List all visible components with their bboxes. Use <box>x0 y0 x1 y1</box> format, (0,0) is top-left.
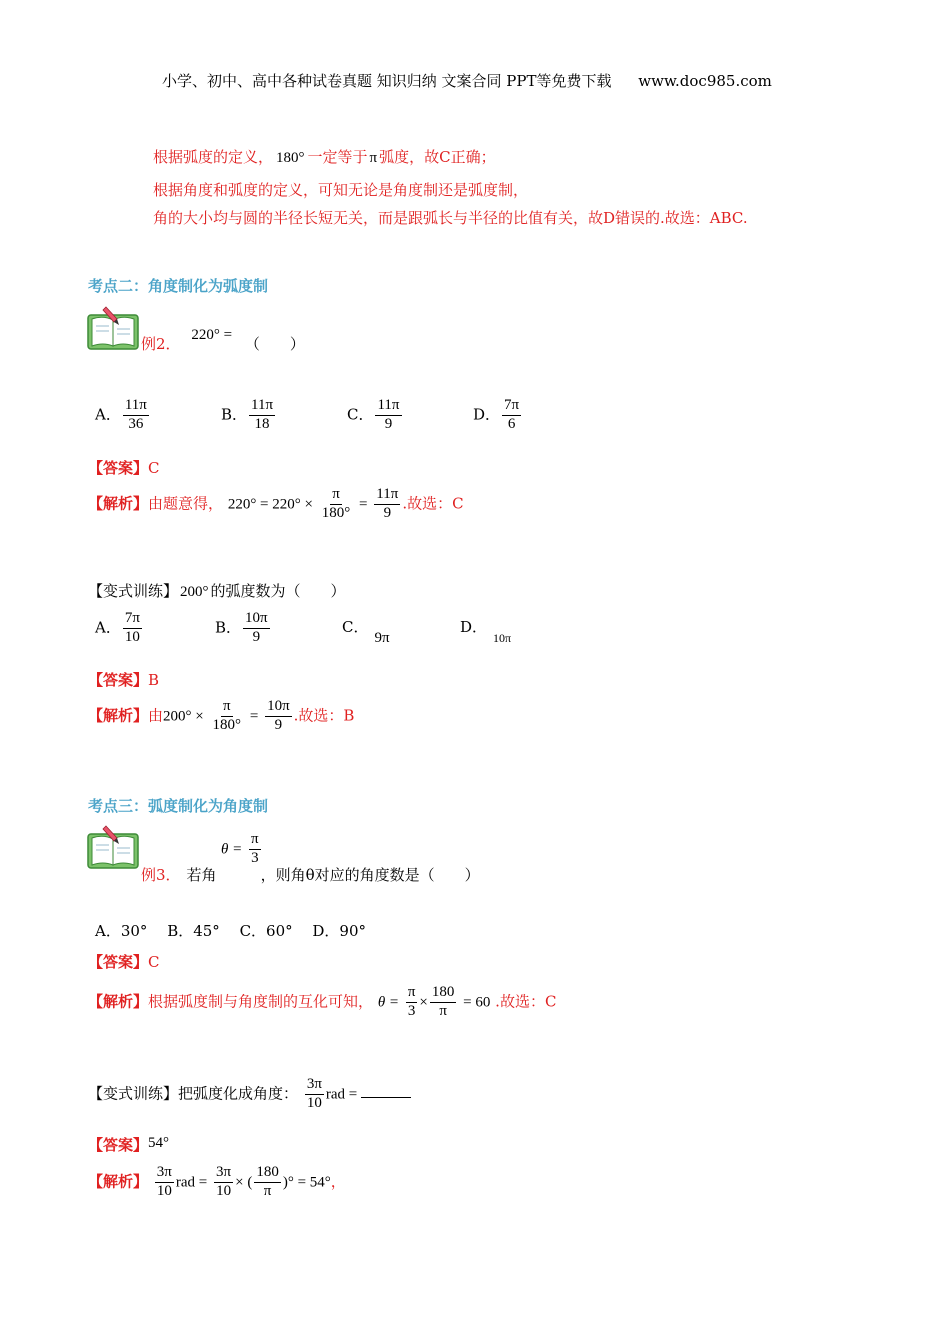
option-b[interactable]: B． $\frac{11\pi}{18}$ <box>221 397 274 432</box>
page-header <box>162 70 772 91</box>
example-3-answer: 【答案】C <box>88 953 160 971</box>
example-2-label: 例2． <box>141 335 181 353</box>
example-3-analysis: 【解析】根据弧度制与角度制的互化可知， θ = $\frac{\pi}{3}$ × $\frac{180}{\pi}$ = 60 .故选：C <box>88 984 557 1019</box>
option-d[interactable]: D． $\frac{7\pi}{6}$ <box>473 397 520 432</box>
header-site[interactable]: www.doc985.com <box>638 72 772 90</box>
example-2-options <box>95 398 553 433</box>
option-a[interactable]: A． $\frac{11\pi}{36}$ <box>95 397 147 432</box>
explain-line-3: 角的大小均与圆的半径长短无关，而是跟弧长与半径的比值有关，故D错误的.故选：ABC. <box>153 209 748 227</box>
example-3-options[interactable]: A．30° B．45° C．60° D．90° <box>95 922 367 940</box>
variant-2-analysis: 【解析】 $\frac{3\pi}{10}$ rad = $\frac{3\pi}{10}$ × ( $\frac{180}{\pi}$ )° = 54°， <box>88 1164 346 1199</box>
option-c[interactable]: C．9π <box>342 618 390 647</box>
example-3-theta: θ = $\frac{\pi}{3}$ <box>221 831 259 866</box>
example-2-analysis: 【解析】由题意得， 220° = 220° × $\frac{\pi}{180^\circ}$ = $\frac{11\pi}{9}$ .故选：C <box>88 486 464 521</box>
variant-1-analysis: 【解析】由200° × $\frac{\pi}{180^\circ}$ = $\frac{10\pi}{9}$ .故选：B <box>88 698 355 733</box>
variant-1-answer: 【答案】B <box>88 671 160 689</box>
variant-1-options <box>95 611 540 646</box>
option-d[interactable]: D．$_{10\pi}$ <box>460 618 512 646</box>
variant-2-question: 【变式训练】把弧度化成角度： $\frac{3\pi}{10}$ rad = <box>88 1077 411 1112</box>
example-3-question: 例3． 若角 ，则角θ对应的角度数是（ ） <box>141 866 480 884</box>
example-2-answer: 【答案】C <box>88 459 160 477</box>
variant-2-answer: 【答案】54° <box>88 1135 170 1154</box>
example-2-question: 例2． 220° = （ ） <box>141 327 305 353</box>
variant-1-question: 【变式训练】 200° 的弧度数为（ ） <box>88 582 346 600</box>
answer-blank[interactable] <box>361 1083 411 1098</box>
option-a[interactable]: A． $\frac{7\pi}{10}$ <box>95 610 140 645</box>
example-3-label: 例3． <box>141 866 181 884</box>
option-b[interactable]: B． $\frac{10\pi}{9}$ <box>215 610 268 645</box>
explain-line-1: 根据弧度的定义， 180° 一定等于 π 弧度，故C正确； <box>153 148 496 166</box>
option-c[interactable]: C． $\frac{11\pi}{9}$ <box>347 397 400 432</box>
section-heading-2: 考点二：角度制化为弧度制 <box>88 277 269 295</box>
book-pencil-icon <box>86 824 142 870</box>
book-pencil-icon <box>86 305 142 351</box>
explain-line-2: 根据角度和弧度的定义，可知无论是角度制还是弧度制， <box>153 181 529 199</box>
section-heading-3: 考点三：弧度制化为角度制 <box>88 797 269 815</box>
header-title: 小学、初中、高中各种试卷真题 知识归纳 文案合同 PPT等免费下载 <box>162 72 612 90</box>
